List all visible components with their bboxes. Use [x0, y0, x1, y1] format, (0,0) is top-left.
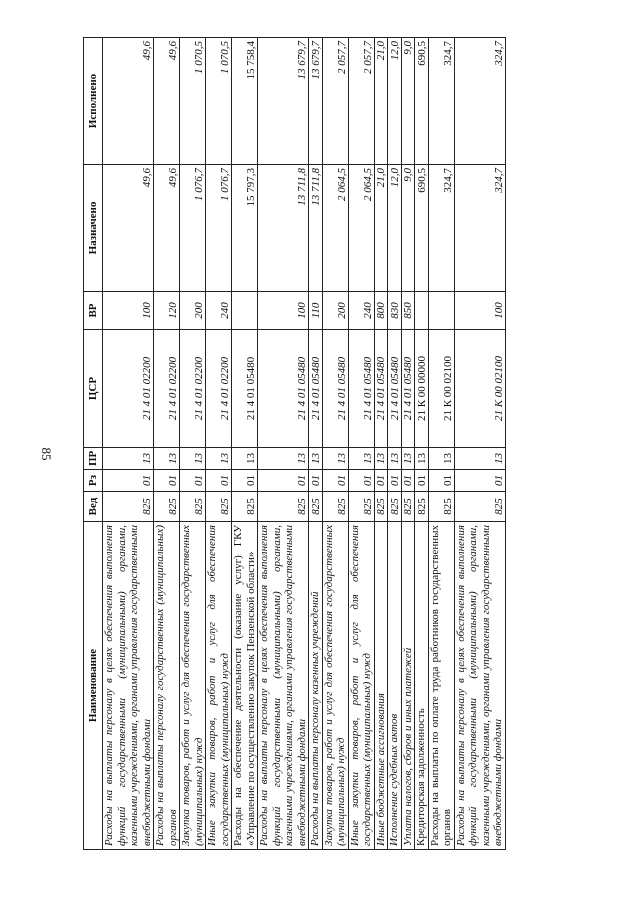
cell-name: Закупка товаров, работ и услуг для обеспечения государственных (муниципальных) нужд — [322, 522, 348, 850]
cell-vr: 100 — [258, 292, 309, 330]
table-row — [348, 38, 374, 850]
cell-csr: 21 К 00 00000 — [415, 330, 429, 448]
cell-csr: 21 4 01 02200 — [154, 330, 180, 448]
cell-ispolneno: 12,0 — [388, 38, 402, 165]
cell-vr: 850 — [401, 292, 415, 330]
cell-rz: 01 — [348, 470, 374, 492]
cell-pr: 13 — [415, 448, 429, 470]
cell-ved: 825 — [258, 492, 309, 522]
cell-naznacheno: 13 711,8 — [309, 165, 323, 292]
header-name: Наименование — [84, 522, 103, 850]
cell-csr: 21 4 01 05480 — [322, 330, 348, 448]
cell-csr: 21 4 01 05480 — [348, 330, 374, 448]
cell-ispolneno: 690,5 — [415, 38, 429, 165]
cell-csr: 21 4 01 05480 — [309, 330, 323, 448]
cell-rz: 01 — [401, 470, 415, 492]
header-ved: Вед — [84, 492, 103, 522]
cell-ved: 825 — [415, 492, 429, 522]
cell-vr: 120 — [154, 292, 180, 330]
table-body — [103, 38, 506, 850]
cell-vr — [428, 292, 454, 330]
cell-naznacheno: 324,7 — [454, 165, 505, 292]
cell-pr: 13 — [428, 448, 454, 470]
cell-vr: 800 — [374, 292, 388, 330]
cell-ved: 825 — [154, 492, 180, 522]
cell-pr: 13 — [103, 448, 154, 470]
cell-rz: 01 — [232, 470, 258, 492]
cell-vr: 100 — [103, 292, 154, 330]
table-header-row — [84, 38, 103, 850]
table-row — [309, 38, 323, 850]
cell-pr: 13 — [154, 448, 180, 470]
table-row — [374, 38, 388, 850]
cell-vr — [415, 292, 429, 330]
cell-csr: 21 4 01 05480 — [388, 330, 402, 448]
cell-naznacheno: 49,6 — [154, 165, 180, 292]
cell-ispolneno: 21,0 — [374, 38, 388, 165]
cell-naznacheno: 1 076,7 — [206, 165, 232, 292]
cell-naznacheno: 13 711,8 — [258, 165, 309, 292]
cell-name: Кредиторская задолженность — [415, 522, 429, 850]
cell-pr: 13 — [206, 448, 232, 470]
cell-pr: 13 — [322, 448, 348, 470]
cell-ispolneno: 13 679,7 — [258, 38, 309, 165]
cell-rz: 01 — [374, 470, 388, 492]
cell-csr: 21 4 01 05480 — [401, 330, 415, 448]
cell-pr: 13 — [454, 448, 505, 470]
cell-csr: 21 К 00 02100 — [428, 330, 454, 448]
cell-ispolneno: 13 679,7 — [309, 38, 323, 165]
cell-ved: 825 — [454, 492, 505, 522]
cell-vr: 110 — [309, 292, 323, 330]
cell-csr: 21 4 01 02200 — [103, 330, 154, 448]
cell-ved: 825 — [309, 492, 323, 522]
cell-ispolneno: 9,0 — [401, 38, 415, 165]
cell-ved: 825 — [322, 492, 348, 522]
cell-name: Исполнение судебных актов — [388, 522, 402, 850]
header-csr: ЦСР — [84, 330, 103, 448]
table-row — [258, 38, 309, 850]
cell-pr: 13 — [180, 448, 206, 470]
cell-vr — [232, 292, 258, 330]
cell-ved: 825 — [374, 492, 388, 522]
cell-ispolneno: 2 057,7 — [348, 38, 374, 165]
cell-naznacheno: 1 076,7 — [180, 165, 206, 292]
header-rz: Рз — [84, 470, 103, 492]
cell-ved: 825 — [388, 492, 402, 522]
cell-rz: 01 — [428, 470, 454, 492]
table-row — [388, 38, 402, 850]
cell-name: Расходы на выплаты персоналу государственных (муниципальных) органов — [154, 522, 180, 850]
cell-name: Закупка товаров, работ и услуг для обеспечения государственных (муниципальных) нужд — [180, 522, 206, 850]
cell-name: Иные бюджетные ассигнования — [374, 522, 388, 850]
cell-ved: 825 — [401, 492, 415, 522]
budget-table-rotated — [83, 38, 557, 850]
table-row — [232, 38, 258, 850]
table-row — [180, 38, 206, 850]
cell-pr: 13 — [374, 448, 388, 470]
cell-rz: 01 — [454, 470, 505, 492]
cell-pr: 13 — [388, 448, 402, 470]
cell-naznacheno: 2 064,5 — [322, 165, 348, 292]
cell-ved: 825 — [348, 492, 374, 522]
table-row — [322, 38, 348, 850]
cell-rz: 01 — [154, 470, 180, 492]
cell-rz: 01 — [206, 470, 232, 492]
cell-csr: 21 4 01 02200 — [180, 330, 206, 448]
cell-rz: 01 — [415, 470, 429, 492]
cell-name: Расходы на выплаты персоналу казенных учреждений — [309, 522, 323, 850]
cell-pr: 13 — [258, 448, 309, 470]
cell-name: Иные закупки товаров, работ и услуг для обеспечения государственных (муниципальных) нужд — [206, 522, 232, 850]
cell-pr: 13 — [309, 448, 323, 470]
cell-ispolneno: 15 758,4 — [232, 38, 258, 165]
cell-ispolneno: 49,6 — [103, 38, 154, 165]
cell-ispolneno: 324,7 — [454, 38, 505, 165]
cell-rz: 01 — [388, 470, 402, 492]
cell-naznacheno: 2 064,5 — [348, 165, 374, 292]
cell-csr: 21 4 01 05480 — [232, 330, 258, 448]
cell-naznacheno: 15 797,3 — [232, 165, 258, 292]
cell-ved: 825 — [103, 492, 154, 522]
cell-ispolneno: 49,6 — [154, 38, 180, 165]
cell-vr: 240 — [348, 292, 374, 330]
cell-pr: 13 — [348, 448, 374, 470]
table-row — [103, 38, 154, 850]
cell-vr: 830 — [388, 292, 402, 330]
budget-table — [83, 37, 506, 850]
cell-ved: 825 — [180, 492, 206, 522]
cell-name: Расходы на выплаты персоналу в целях обеспечения выполнения функций государственными (муниципальными) органами, казенными учреждениями, органами управления государственными внебюджетными фондами — [454, 522, 505, 850]
cell-vr: 100 — [454, 292, 505, 330]
cell-ispolneno: 1 070,5 — [206, 38, 232, 165]
cell-csr: 21 4 01 02200 — [206, 330, 232, 448]
cell-ved: 825 — [206, 492, 232, 522]
table-row — [428, 38, 454, 850]
cell-ispolneno: 1 070,5 — [180, 38, 206, 165]
cell-csr: 21 4 01 05480 — [258, 330, 309, 448]
cell-name: Уплата налогов, сборов и иных платежей — [401, 522, 415, 850]
cell-ved: 825 — [232, 492, 258, 522]
cell-csr: 21 К 00 02100 — [454, 330, 505, 448]
cell-naznacheno: 12,0 — [388, 165, 402, 292]
cell-rz: 01 — [309, 470, 323, 492]
page-number: 85 — [39, 447, 54, 461]
cell-name: Расходы на выплаты персоналу в целях обеспечения выполнения функций государственными (муниципальными) органами, казенными учреждениями, органами управления государственными внебюджетными фондами — [103, 522, 154, 850]
cell-vr: 200 — [322, 292, 348, 330]
cell-ved: 825 — [428, 492, 454, 522]
table-row — [454, 38, 505, 850]
cell-pr: 13 — [401, 448, 415, 470]
cell-vr: 200 — [180, 292, 206, 330]
cell-rz: 01 — [258, 470, 309, 492]
cell-vr: 240 — [206, 292, 232, 330]
cell-name: Расходы на выплаты персоналу в целях обеспечения выполнения функций государственными (муниципальными) органами, казенными учреждениями, органами управления государственными внебюджетными фондами — [258, 522, 309, 850]
cell-csr: 21 4 01 05480 — [374, 330, 388, 448]
cell-rz: 01 — [180, 470, 206, 492]
cell-name: Расходы на выплаты по оплате труда работников государственных органов — [428, 522, 454, 850]
cell-naznacheno: 49,6 — [103, 165, 154, 292]
cell-rz: 01 — [322, 470, 348, 492]
header-vr: ВР — [84, 292, 103, 330]
table-row — [154, 38, 180, 850]
cell-naznacheno: 21,0 — [374, 165, 388, 292]
header-ispolneno: Исполнено — [84, 38, 103, 165]
table-row — [415, 38, 429, 850]
cell-naznacheno: 9,0 — [401, 165, 415, 292]
header-naznacheno: Назначено — [84, 165, 103, 292]
header-pr: ПР — [84, 448, 103, 470]
cell-ispolneno: 324,7 — [428, 38, 454, 165]
cell-naznacheno: 690,5 — [415, 165, 429, 292]
cell-name: Расходы на обеспечение деятельности (оказание услуг) ГКУ «Управление по осуществлению закупок Пензенской области» — [232, 522, 258, 850]
cell-naznacheno: 324,7 — [428, 165, 454, 292]
table-row — [206, 38, 232, 850]
cell-ispolneno: 2 057,7 — [322, 38, 348, 165]
cell-pr: 13 — [232, 448, 258, 470]
cell-name: Иные закупки товаров, работ и услуг для обеспечения государственных (муниципальных) нужд — [348, 522, 374, 850]
cell-rz: 01 — [103, 470, 154, 492]
table-row — [401, 38, 415, 850]
